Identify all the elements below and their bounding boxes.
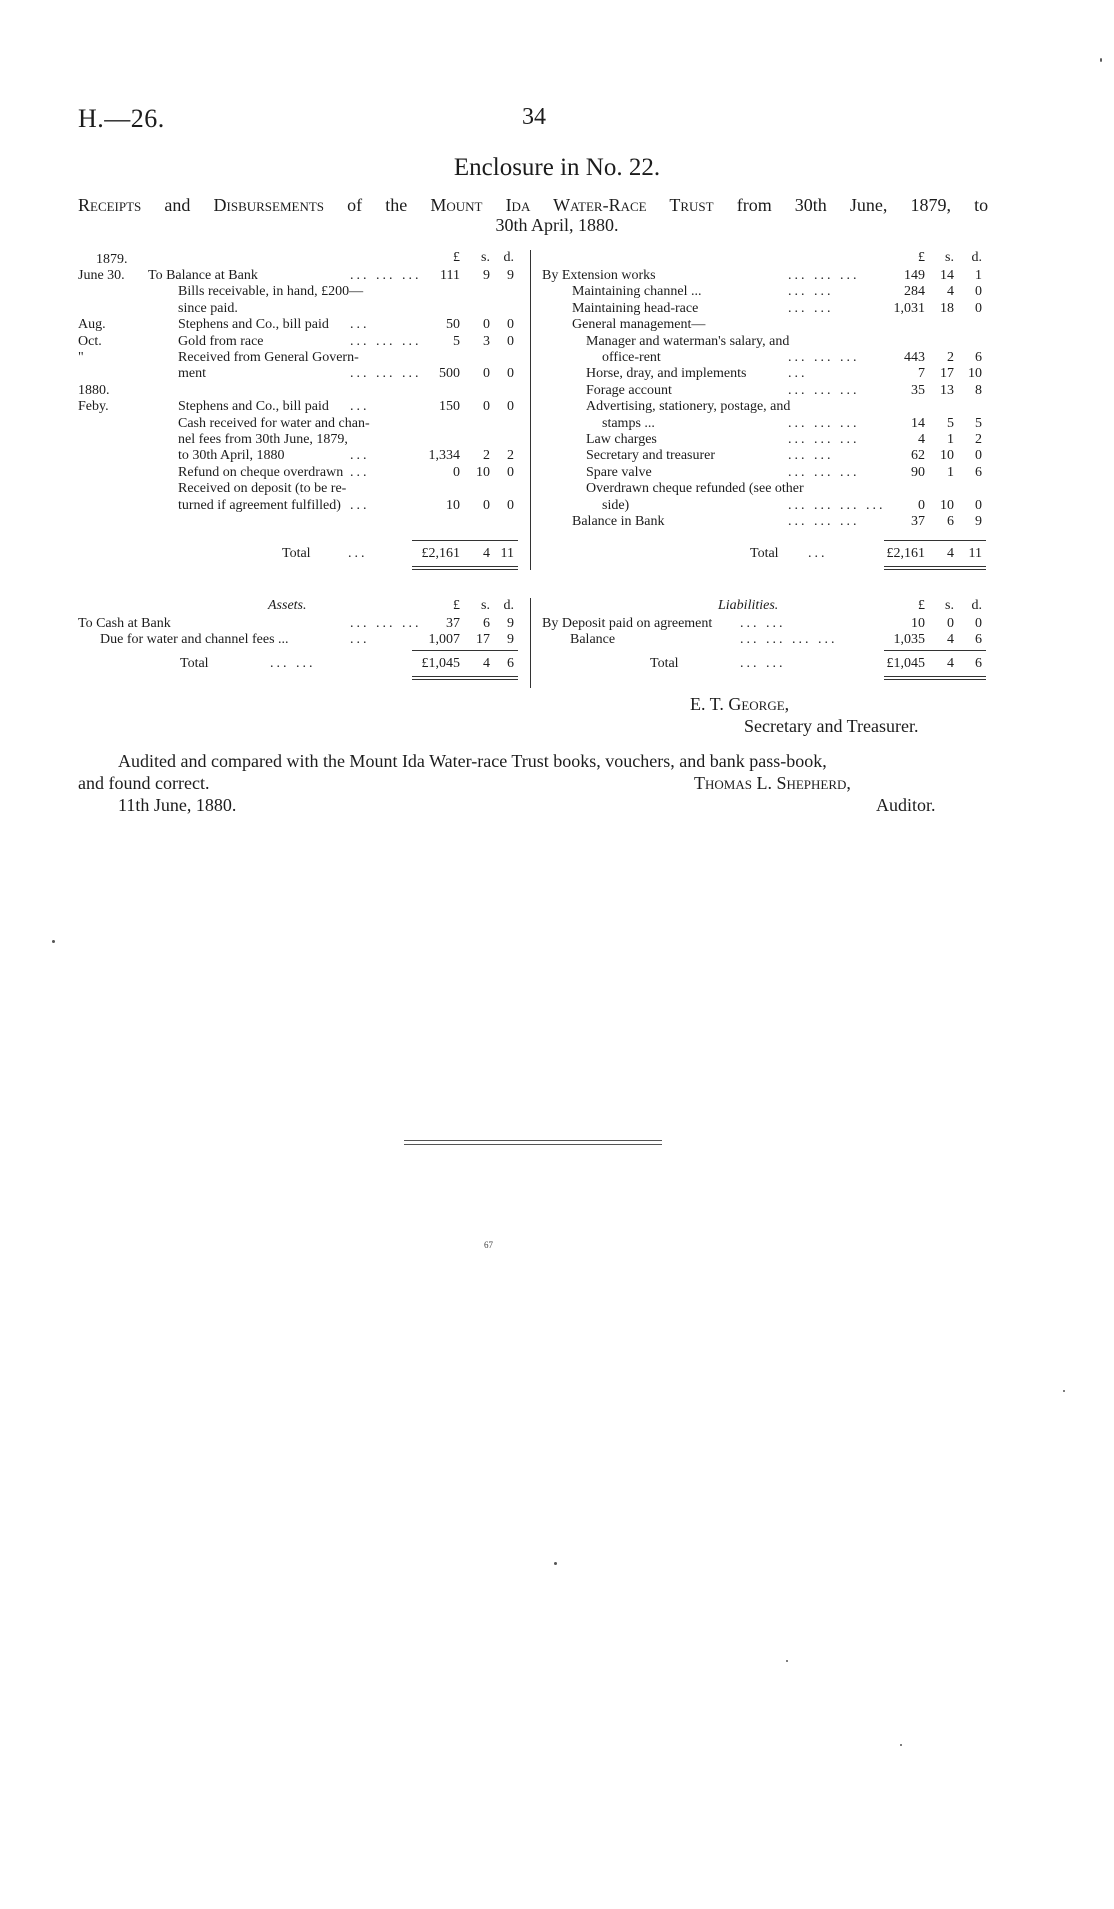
title-word-disbursements: Disbursements — [213, 195, 325, 215]
disb-row-pounds: 149 — [904, 268, 925, 283]
audit-statement-line2: and found correct. — [78, 773, 210, 793]
printer-mark: 67 — [484, 1240, 493, 1250]
disb-row-pounds: 14 — [911, 415, 925, 431]
receipt-row-date: 1880. — [78, 382, 110, 398]
disb-total-pounds: £2,161 — [886, 546, 925, 561]
liab-col-shillings: s. — [945, 598, 954, 613]
title-word-of-the: of the — [347, 195, 408, 215]
receipt-row-label: Gold from race — [178, 333, 264, 349]
receipt-row-label: Received on deposit (to be re- — [178, 481, 347, 497]
assets-total-dots: ... ... — [270, 656, 316, 671]
disb-row-pence: 8 — [975, 382, 982, 398]
disb-row-pence: 0 — [975, 284, 982, 300]
assets-total-pounds: £1,045 — [421, 656, 460, 671]
receipts-total-pounds: £2,161 — [421, 546, 460, 561]
receipt-row-date: " — [78, 350, 84, 365]
disb-row-label: Forage account — [586, 382, 672, 398]
signatory-title: Secretary and Treasurer. — [744, 716, 919, 736]
asset-row-pounds: 1,007 — [428, 632, 460, 648]
asset-row-dots: ... ... ... — [350, 616, 422, 631]
disb-row-label: Maintaining channel ... — [572, 284, 702, 300]
liab-total-pence: 6 — [975, 656, 982, 671]
disb-row-shillings: 2 — [947, 350, 954, 365]
asset-row-label: Due for water and channel fees ... — [100, 632, 289, 648]
disb-row-label: Maintaining head-race — [572, 300, 699, 316]
disb-row-pounds: 35 — [911, 382, 925, 398]
disb-total-dots: ... — [808, 546, 828, 561]
disb-row-pounds: 1,031 — [893, 300, 925, 316]
disb-total-label: Total — [750, 546, 779, 561]
receipts-total-label: Total — [282, 546, 311, 561]
receipt-row-label: To Balance at Bank — [148, 268, 258, 283]
receipt-row-label: ment — [178, 366, 206, 382]
asset-row-pounds: 37 — [446, 616, 460, 631]
receipt-row-dots: ... — [350, 464, 370, 480]
disb-row-dots: ... ... — [788, 448, 834, 464]
disb-row-pounds: 62 — [911, 448, 925, 464]
receipt-row-pounds: 10 — [446, 497, 460, 513]
signatory-name-text: E. T. George, — [690, 694, 790, 714]
disb-row-pence: 10 — [968, 366, 982, 382]
receipts-col-shillings: s. — [481, 250, 490, 265]
liability-row-pounds: 10 — [911, 616, 925, 631]
receipt-row-pence: 0 — [507, 497, 514, 513]
receipt-row-label: to 30th April, 1880 — [178, 448, 285, 464]
liability-row-shillings: 4 — [947, 632, 954, 648]
disb-col-pence: d. — [971, 250, 982, 265]
disb-row-shillings: 14 — [940, 268, 954, 283]
disb-row-pounds: 90 — [911, 464, 925, 480]
liab-col-pence: d. — [971, 598, 982, 613]
title-word-receipts: Receipts — [78, 195, 142, 215]
receipt-row-dots: ... ... ... — [350, 268, 422, 283]
closing-rule-2 — [404, 1144, 662, 1145]
receipts-total-dots: ... — [348, 546, 368, 561]
liability-row-shillings: 0 — [947, 616, 954, 631]
assets-total-pence: 6 — [507, 656, 514, 671]
disb-row-pence: 9 — [975, 514, 982, 529]
signatory-name — [690, 694, 789, 715]
receipt-row-label: Stephens and Co., bill paid — [178, 399, 329, 415]
document-title — [78, 195, 988, 216]
disb-row-label: By Extension works — [542, 268, 656, 283]
receipt-row-label: Received from General Govern- — [178, 350, 359, 365]
disb-row-dots: ... — [788, 366, 808, 382]
disb-row-shillings: 6 — [947, 514, 954, 529]
disb-row-shillings: 1 — [947, 464, 954, 480]
document-title-line2: 30th April, 1880. — [495, 215, 619, 235]
disb-total-pence: 11 — [968, 546, 982, 561]
receipts-total-shillings: 4 — [483, 546, 490, 561]
receipt-row-label: Cash received for water and chan- — [178, 415, 370, 431]
liability-row-dots: ... ... ... ... — [740, 632, 838, 648]
disb-row-shillings: 1 — [947, 432, 954, 447]
receipt-row-pounds: 5 — [453, 333, 460, 349]
enclosure-heading: Enclosure in No. 22. — [453, 154, 661, 181]
liability-row-pounds: 1,035 — [893, 632, 925, 648]
receipt-row-pence: 0 — [507, 333, 514, 349]
assets-col-shillings: s. — [481, 598, 490, 613]
receipt-row-dots: ... ... ... — [350, 333, 422, 349]
asset-row-pence: 9 — [507, 616, 514, 631]
title-word-and: and — [164, 195, 191, 215]
audit-statement-line1: Audited and compared with the Mount Ida Water-race Trust books, vouchers, and bank pass-book, — [118, 751, 827, 771]
receipts-col-pence: d. — [503, 250, 514, 265]
title-trust-name: Mount Ida Water-Race Trust — [430, 195, 714, 215]
receipt-row-shillings: 10 — [476, 464, 490, 480]
disb-row-pounds: 0 — [918, 497, 925, 513]
receipt-row-shillings: 2 — [483, 448, 490, 464]
receipt-row-pounds: 500 — [439, 366, 460, 382]
assets-total-label: Total — [180, 656, 209, 671]
disb-row-pounds: 284 — [904, 284, 925, 300]
receipt-row-pounds: 50 — [446, 317, 460, 333]
assets-col-pounds: £ — [453, 598, 460, 613]
liab-total-pounds: £1,045 — [886, 656, 925, 671]
receipt-row-shillings: 9 — [483, 268, 490, 283]
receipt-row-pounds: 150 — [439, 399, 460, 415]
liab-total-label: Total — [650, 656, 679, 671]
liabilities-heading: Liabilities. — [718, 598, 779, 613]
assets-total-shillings: 4 — [483, 656, 490, 671]
asset-row-shillings: 17 — [476, 632, 490, 648]
receipt-row-date: Aug. — [78, 317, 106, 333]
disb-row-label: Spare valve — [586, 464, 652, 480]
asset-row-dots: ... — [350, 632, 370, 648]
disb-row-shillings: 4 — [947, 284, 954, 300]
receipt-row-label: Stephens and Co., bill paid — [178, 317, 329, 333]
receipt-row-pence: 0 — [507, 366, 514, 382]
receipt-row-pence: 9 — [507, 268, 514, 283]
disb-row-pence: 6 — [975, 350, 982, 365]
asset-row-shillings: 6 — [483, 616, 490, 631]
disb-col-pounds: £ — [918, 250, 925, 265]
assets-col-pence: d. — [503, 598, 514, 613]
asset-row-label: To Cash at Bank — [78, 616, 171, 631]
receipt-row-shillings: 0 — [483, 366, 490, 382]
receipt-row-date: Feby. — [78, 399, 109, 415]
receipts-col-pounds: £ — [453, 250, 460, 265]
liability-row-label: By Deposit paid on agreement — [542, 616, 713, 631]
disb-row-pence: 0 — [975, 300, 982, 316]
receipt-row-label: nel fees from 30th June, 1879, — [178, 432, 348, 447]
disb-row-dots: ... ... — [788, 284, 834, 300]
disb-row-pence: 0 — [975, 448, 982, 464]
liability-row-label: Balance — [570, 632, 616, 648]
receipt-row-date: June 30. — [78, 268, 125, 283]
disb-row-label: Secretary and treasurer — [586, 448, 716, 464]
disb-row-dots: ... ... ... — [788, 464, 860, 480]
disb-row-pounds: 7 — [918, 366, 925, 382]
disb-row-pence: 6 — [975, 464, 982, 480]
disb-row-shillings: 5 — [947, 415, 954, 431]
receipt-row-label: Refund on cheque overdrawn — [178, 464, 344, 480]
receipt-row-pounds: 1,334 — [428, 448, 460, 464]
liability-row-pence: 6 — [975, 632, 982, 648]
closing-rule — [404, 1140, 662, 1141]
disb-row-label: Horse, dray, and implements — [586, 366, 747, 382]
receipt-row-pence: 0 — [507, 399, 514, 415]
disb-row-label: stamps ... — [602, 415, 655, 431]
disb-row-shillings: 18 — [940, 300, 954, 316]
disb-row-shillings: 17 — [940, 366, 954, 382]
assets-heading: Assets. — [268, 598, 307, 613]
receipt-row-label: turned if agreement fulfilled) — [178, 497, 341, 513]
disb-col-shillings: s. — [945, 250, 954, 265]
receipt-row-pence: 2 — [507, 448, 514, 464]
disb-row-pence: 5 — [975, 415, 982, 431]
disb-row-shillings: 10 — [940, 448, 954, 464]
receipt-row-pence: 0 — [507, 464, 514, 480]
disb-row-dots: ... ... ... — [788, 514, 860, 529]
receipt-row-pence: 0 — [507, 317, 514, 333]
title-date-range: from 30th June, 1879, to — [736, 195, 989, 215]
receipt-row-date: Oct. — [78, 333, 102, 349]
auditor-name: Thomas L. Shepherd, — [694, 773, 851, 793]
disb-row-shillings: 13 — [940, 382, 954, 398]
disb-row-dots: ... ... ... — [788, 432, 860, 447]
liability-row-dots: ... ... — [740, 616, 786, 631]
disb-row-dots: ... ... ... — [788, 382, 860, 398]
receipt-row-shillings: 0 — [483, 317, 490, 333]
receipt-row-shillings: 0 — [483, 497, 490, 513]
disb-row-pounds: 443 — [904, 350, 925, 365]
receipt-row-label: Bills receivable, in hand, £200— — [178, 284, 364, 300]
disb-row-pence: 1 — [975, 268, 982, 283]
disb-row-label: Overdrawn cheque refunded (see other — [586, 481, 804, 497]
receipt-row-label: since paid. — [178, 300, 238, 316]
auditor-title: Auditor. — [876, 795, 936, 815]
liab-col-pounds: £ — [918, 598, 925, 613]
page-number: 34 — [522, 104, 546, 130]
disb-row-label: Balance in Bank — [572, 514, 665, 529]
disb-row-dots: ... ... ... ... — [788, 497, 886, 513]
liab-total-dots: ... ... — [740, 656, 786, 671]
disb-row-shillings: 10 — [940, 497, 954, 513]
receipt-row-dots: ... ... ... — [350, 366, 422, 382]
liability-row-pence: 0 — [975, 616, 982, 631]
disb-row-dots: ... ... — [788, 300, 834, 316]
receipt-row-dots: ... — [350, 317, 370, 333]
receipt-row-pounds: 111 — [440, 268, 460, 283]
disb-row-pence: 2 — [975, 432, 982, 447]
disb-row-pounds: 4 — [918, 432, 925, 447]
disb-row-label: office-rent — [602, 350, 661, 365]
disb-row-dots: ... ... ... — [788, 350, 860, 365]
receipt-row-shillings: 0 — [483, 399, 490, 415]
disb-row-dots: ... ... ... — [788, 415, 860, 431]
disb-row-label: Law charges — [586, 432, 657, 447]
disb-row-label: Manager and waterman's salary, and — [586, 333, 790, 349]
disb-row-pence: 0 — [975, 497, 982, 513]
audit-date: 11th June, 1880. — [118, 795, 237, 815]
receipt-row-dots: ... — [350, 399, 370, 415]
asset-row-pence: 9 — [507, 632, 514, 648]
receipt-row-dots: ... — [350, 497, 370, 513]
disb-row-label: Advertising, stationery, postage, and — [586, 399, 791, 415]
receipt-row-shillings: 3 — [483, 333, 490, 349]
disb-row-label: General management— — [572, 317, 706, 333]
disb-row-dots: ... ... ... — [788, 268, 860, 283]
receipts-total-pence: 11 — [500, 546, 514, 561]
receipt-row-pounds: 0 — [453, 464, 460, 480]
disb-row-label: side) — [602, 497, 630, 513]
receipt-row-dots: ... — [350, 448, 370, 464]
liab-total-shillings: 4 — [947, 656, 954, 671]
disb-row-pounds: 37 — [911, 514, 925, 529]
document-reference: H.—26. — [78, 104, 165, 133]
receipts-year-1879: 1879. — [96, 252, 128, 267]
disb-total-shillings: 4 — [947, 546, 954, 561]
